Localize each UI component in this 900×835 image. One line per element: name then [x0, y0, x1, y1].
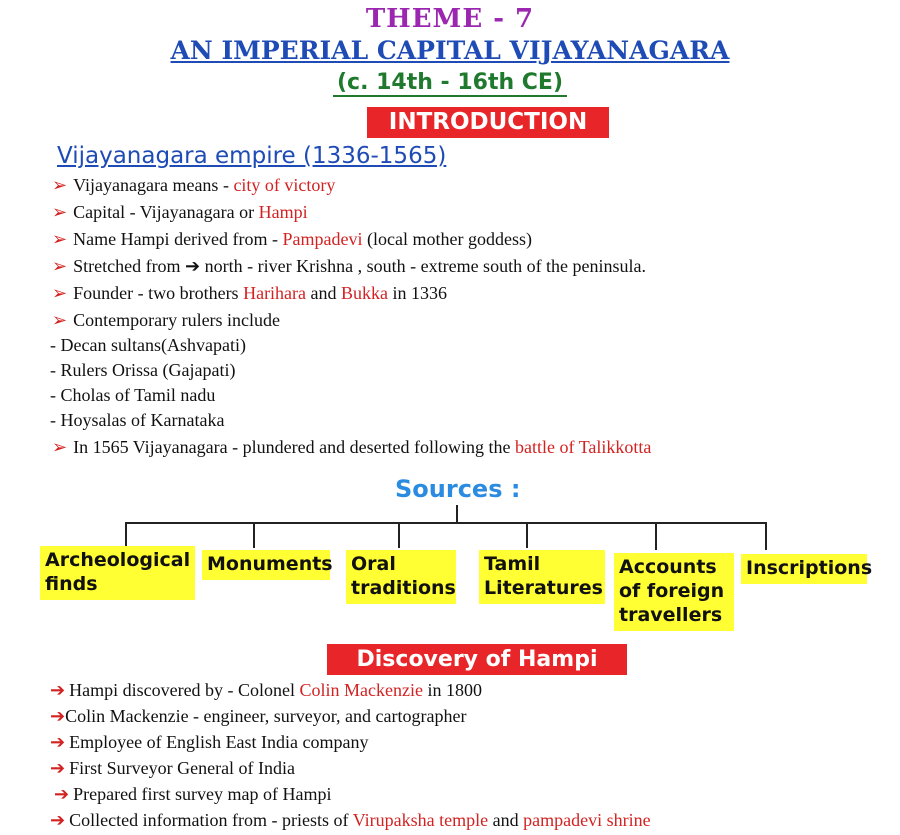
tree-connector [125, 522, 127, 546]
tree-connector [765, 522, 767, 550]
period-label [0, 70, 900, 95]
source-text: of foreign [619, 580, 725, 602]
bullet-icon: ➢ [52, 175, 68, 195]
text: in 1800 [423, 680, 483, 700]
arrow-icon: ➔ [50, 706, 66, 726]
source-text: Monuments [207, 553, 333, 575]
source-text: Archeological [45, 549, 191, 571]
list-item [52, 283, 447, 304]
source-text: Tamil [484, 553, 541, 575]
text: and [306, 283, 342, 303]
ruler-item: - Hoysalas of Karnataka [50, 410, 225, 430]
source-text: traditions [351, 577, 456, 599]
bullet-icon: ➢ [52, 229, 68, 249]
text: Colin Mackenzie - engineer, surveyor, and cartographer [65, 706, 467, 726]
list-item [52, 310, 280, 331]
source-text: Inscriptions [746, 557, 873, 579]
tree-connector [526, 522, 528, 548]
tree-connector [398, 522, 400, 548]
list-item [52, 175, 335, 196]
text: Vijayanagara means - [73, 175, 234, 195]
text: First Surveyor General of India [69, 758, 296, 778]
text: Contemporary rulers include [73, 310, 281, 330]
arrow-icon: ➔ [50, 732, 66, 752]
source-foreign-travellers [614, 553, 734, 631]
text: In 1565 Vijayanagara - plundered and deserted following the [73, 437, 516, 457]
arrow-icon: ➔ [50, 680, 66, 700]
source-text: Accounts [619, 556, 717, 578]
highlight: Hampi [258, 202, 308, 222]
text: Stretched from ➔ north - river Krishna , south - extreme south of the peninsula. [73, 256, 647, 276]
highlight: pampadevi shrine [523, 810, 651, 830]
page-title-text: AN IMPERIAL CAPITAL VIJAYANAGARA [170, 36, 730, 65]
text: Prepared first survey map of Hampi [73, 784, 332, 804]
discovery-banner: Discovery of Hampi [327, 644, 627, 675]
list-item [52, 256, 646, 277]
bullet-icon: ➢ [52, 283, 68, 303]
highlight: Harihara [243, 283, 307, 303]
list-item [54, 784, 332, 805]
list-item [50, 680, 482, 701]
source-text: travellers [619, 604, 723, 626]
text: Hampi discovered by - Colonel [69, 680, 300, 700]
text: and [488, 810, 524, 830]
list-item [50, 732, 369, 753]
list-item [50, 758, 295, 779]
sources-heading: Sources : [395, 475, 521, 503]
highlight: Virupaksha temple [352, 810, 489, 830]
highlight: Bukka [341, 283, 389, 303]
bullet-icon: ➢ [52, 437, 68, 457]
text: Capital - Vijayanagara or [73, 202, 259, 222]
list-item [52, 437, 651, 458]
list-item [50, 810, 651, 831]
period-text: (c. 14th - 16th CE) [333, 70, 567, 97]
bullet-icon: ➢ [52, 310, 68, 330]
arrow-icon: ➔ [54, 784, 70, 804]
text: in 1336 [388, 283, 448, 303]
bullet-icon: ➢ [52, 202, 68, 222]
list-item [50, 706, 466, 727]
text: (local mother goddess) [362, 229, 532, 249]
highlight: battle of Talikkotta [515, 437, 652, 457]
source-tamil-literatures [479, 550, 605, 604]
text: Collected information from - priests of [69, 810, 353, 830]
source-archeological [40, 546, 195, 600]
tree-connector [125, 522, 767, 524]
list-item [52, 229, 532, 250]
source-text: Literatures [484, 577, 603, 599]
text: Employee of English East India company [69, 732, 369, 752]
tree-connector [655, 522, 657, 550]
arrow-icon: ➔ [50, 758, 66, 778]
arrow-icon: ➔ [50, 810, 66, 830]
page-title [0, 36, 900, 65]
highlight: Pampadevi [282, 229, 363, 249]
text: Founder - two brothers [73, 283, 244, 303]
source-inscriptions [741, 554, 873, 584]
tree-connector [253, 522, 255, 548]
introduction-banner: INTRODUCTION [367, 107, 609, 138]
text: Name Hampi derived from - [73, 229, 283, 249]
source-text: Oral [351, 553, 396, 575]
highlight: city of victory [233, 175, 336, 195]
ruler-item: - Rulers Orissa (Gajapati) [50, 360, 236, 380]
source-oral-traditions [346, 550, 456, 604]
list-item [52, 202, 308, 223]
bullet-icon: ➢ [52, 256, 68, 276]
source-monuments [202, 550, 333, 580]
ruler-item: - Decan sultans(Ashvapati) [50, 335, 246, 355]
source-text: finds [45, 573, 98, 595]
ruler-item: - Cholas of Tamil nadu [50, 385, 216, 405]
highlight: Colin Mackenzie [299, 680, 424, 700]
theme-label: THEME - 7 [365, 4, 535, 34]
tree-connector [456, 505, 458, 523]
empire-heading: Vijayanagara empire (1336-1565) [57, 143, 447, 169]
